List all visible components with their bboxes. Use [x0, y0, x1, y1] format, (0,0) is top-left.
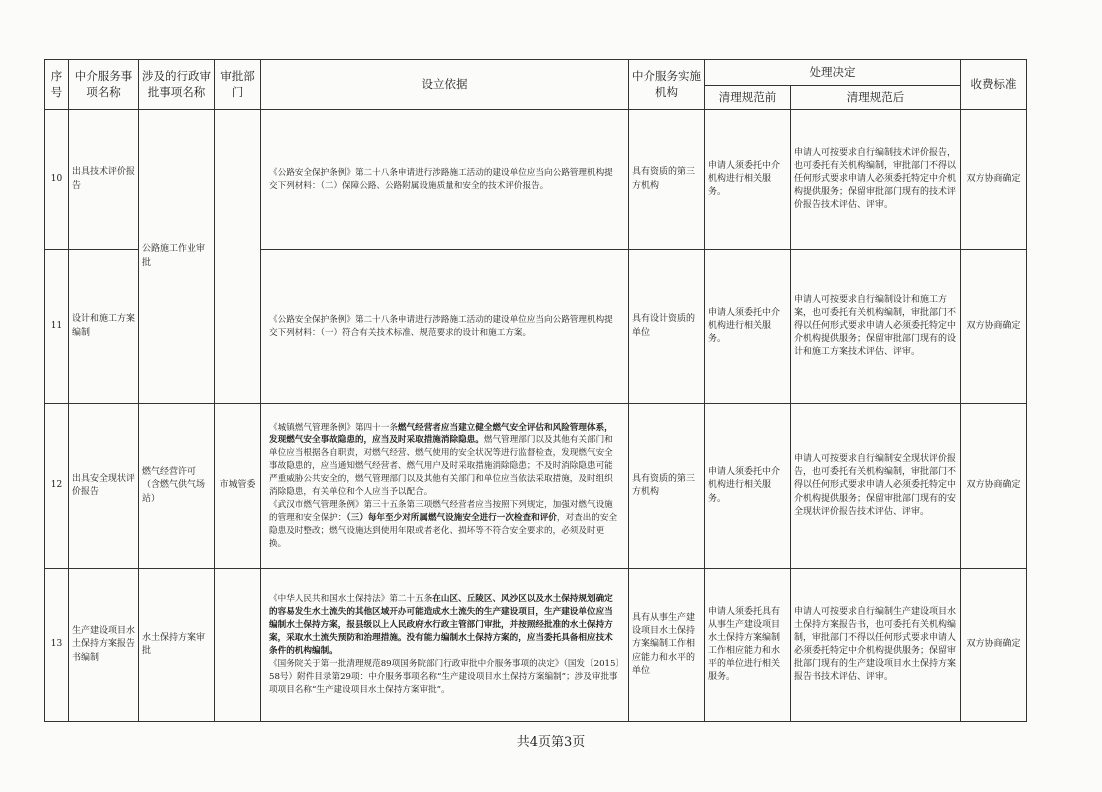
- service-items-table: [44, 59, 1027, 722]
- row-item: 出具技术评价报告: [69, 110, 139, 250]
- row-basis: 《公路安全保护条例》第二十八条申请进行涉路施工活动的建设单位应当向公路管理机构提交下列材料：（一）符合有关技术标准、规范要求的设计和施工方案。: [261, 250, 629, 404]
- header-admin: 涉及的行政审批事项名称: [139, 60, 215, 110]
- header-org: 中介服务实施机构: [629, 60, 705, 110]
- dept-empty-1: [215, 110, 261, 404]
- page-number-footer: 共4页第3页: [516, 735, 586, 750]
- row-fee: 双方协商确定: [961, 404, 1027, 569]
- basis-p2: 《国务院关于第一批清理规范89项国务院部门行政审批中介服务事项的决定》（国发〔2015〕58号）附件目录第29项：中介服务事项名称“生产建设项目水土保持方案编制”；涉及审批事项项目名称“生产建设项目水土保持方案审批”。: [269, 658, 620, 695]
- row-item: 生产建设项目水土保持方案报告书编制: [69, 569, 139, 722]
- basis-lead-2: 《武汉市燃气管理条例》第三十五条第三项燃气经营者应当按照下列规定，加强对燃气设施的管理和安全保护：: [269, 499, 613, 523]
- row-before: 申请人须委托具有从事生产建设项目水土保持方案编制工作相应能力和水平的单位进行相关服务。: [705, 569, 791, 722]
- basis-lead: 《城镇燃气管理条例》第四十一条: [269, 422, 398, 433]
- basis-rest: 燃气管理部门以及其他有关部门和单位应当根据各自职责，对燃气经营、燃气使用的安全状况等进行监督检查，发现燃气安全事故隐患的，应当通知燃气经营者、燃气用户及时采取措施消除隐患；不及时消除隐患可能严重威胁公共安全的，燃气管理部门以及其他有关部门和单位应当依法采取措施，及时组织消除隐患，有关单位和个人应当予以配合。: [269, 435, 613, 497]
- row-org: 具有资质的第三方机构: [629, 404, 705, 569]
- row-basis: [261, 569, 629, 722]
- row-after: 申请人可按要求自行编制设计和施工方案，也可委托有关机构编制，审批部门不得以任何形式要求申请人必须委托特定中介机构提供服务；保留审批部门现有的设计和施工方案技术评估、评审。: [791, 250, 961, 404]
- row-org: 具有资质的第三方机构: [629, 110, 705, 250]
- header-before: 清理规范前: [705, 86, 791, 110]
- row-after: 申请人可按要求自行编制生产建设项目水土保持方案报告书，也可委托有关机构编制，审批部门不得以任何形式要求申请人必须委托特定中介机构提供服务；保留审批部门现有的生产建设项目水土保持方案报告书技术评估、评审。: [791, 569, 961, 722]
- admin-group-3: 水土保持方案审批: [139, 569, 215, 722]
- header-dept: 审批部门: [215, 60, 261, 110]
- row-basis: 《公路安全保护条例》第二十八条申请进行涉路施工活动的建设单位应当向公路管理机构提交下列材料：（二）保障公路、公路附属设施质量和安全的技术评价报告。: [261, 110, 629, 250]
- row-fee: 双方协商确定: [961, 250, 1027, 404]
- row-seq: 13: [45, 569, 69, 722]
- table-row: [45, 569, 1027, 722]
- basis-bold-2: （三）每年至少对所属燃气设施安全进行一次检查和评价: [346, 512, 557, 523]
- row-item: 设计和施工方案编制: [69, 250, 139, 404]
- row-item: 出具安全现状评价报告: [69, 404, 139, 569]
- row-before: 申请人须委托中介机构进行相关服务。: [705, 110, 791, 250]
- header-item: 中介服务事项名称: [69, 60, 139, 110]
- basis-lead: 《中华人民共和国水土保持法》第二十五条: [269, 594, 433, 605]
- row-after: 申请人可按要求自行编制安全现状评价报告，也可委托有关机构编制，审批部门不得以任何形式要求申请人必须委托特定中介机构提供服务；保留审批部门现有的安全现状评价报告技术评估、评审。: [791, 404, 961, 569]
- row-fee: 双方协商确定: [961, 569, 1027, 722]
- row-seq: 11: [45, 250, 69, 404]
- header-after: 清理规范后: [791, 86, 961, 110]
- row-basis: [261, 404, 629, 569]
- row-org: 具有从事生产建设项目水土保持方案编制工作相应能力和水平的单位: [629, 569, 705, 722]
- row-seq: 10: [45, 110, 69, 250]
- row-seq: 12: [45, 404, 69, 569]
- admin-group-1: 公路施工作业审批: [139, 110, 215, 404]
- basis-bold: 燃气经营者应当建立健全燃气安全评估和风险管理体系，发现燃气安全事故隐患的，应当及时采取措施消除隐患。: [269, 422, 613, 446]
- row-dept: 市城管委: [215, 404, 261, 569]
- table-row: [45, 110, 1027, 250]
- admin-group-2: 燃气经营许可（含燃气供气场站）: [139, 404, 215, 569]
- row-fee: 双方协商确定: [961, 110, 1027, 250]
- header-basis: 设立依据: [261, 60, 629, 110]
- row-before: 申请人须委托中介机构进行相关服务。: [705, 404, 791, 569]
- header-fee: 收费标准: [961, 60, 1027, 110]
- basis-rest-2: ，对查出的安全隐患及时整改；燃气设施达到使用年限或者老化、损坏等不符合安全要求的，必须及时更换。: [269, 512, 618, 549]
- header-seq: 序号: [45, 60, 69, 110]
- header-decision: 处理决定: [705, 60, 961, 86]
- row-org: 具有设计资质的单位: [629, 250, 705, 404]
- row-after: 申请人可按要求自行编制技术评价报告，也可委托有关机构编制，审批部门不得以任何形式要求申请人必须委托特定中介机构提供服务；保留审批部门现有的技术评价报告技术评估、评审。: [791, 110, 961, 250]
- header-row-1: [45, 60, 1027, 86]
- table-row: [45, 404, 1027, 569]
- row-before: 申请人须委托中介机构进行相关服务。: [705, 250, 791, 404]
- basis-bold: 在山区、丘陵区、风沙区以及水土保持规划确定的容易发生水土流失的其他区域开办可能造成水土流失的生产建设项目，生产建设单位应当编制水土保持方案，报县级以上人民政府水行政主管部门审批，并按照经批准的水土保持方案，采取水土流失预防和治理措施。没有能力编制水土保持方案的，应当委托具备相应技术条件的机构编制。: [269, 594, 613, 656]
- dept-empty-3: [215, 569, 261, 722]
